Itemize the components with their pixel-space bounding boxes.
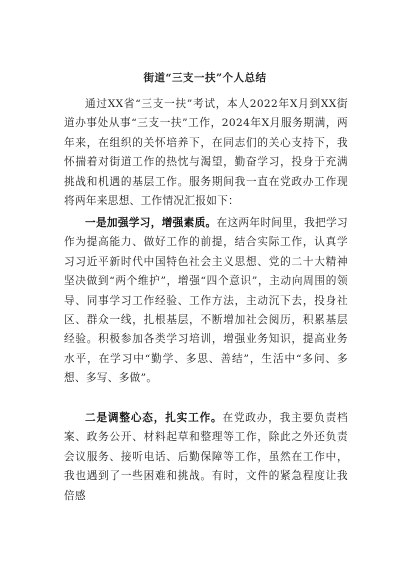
paragraph-study [64, 214, 348, 389]
paragraph-text: 在党政办，我主要负责档案、政务公开、材料起草和整理等工作，除此之外还负责会议服务、接听电话、后勤保障等工作，虽然在工作中，我也遇到了一些困难和挑战。有时，文件的紧急程度让我倍感 [64, 412, 348, 502]
paragraph-lead-heading: 一是加强学习，增强素质。 [85, 217, 217, 229]
paragraph-lead-heading: 二是调整心态，扎实工作。 [85, 412, 223, 424]
paragraph-text: 在这两年时间里，我把学习作为提高能力、做好工作的前提，结合实际工作，认真学习习近平新时代中国特色社会主义思想、党的二十大精神坚决做到“两个维护”，增强“四个意识”，主动向周围的领导、同事学习工作经验、工作方法，主动沉下去，投身社区、群众一线，扎根基层，不断增加社会阅历，积累基层经验。积极参加各类学习培训，增强业务知识，提高业务水平，在学习中“勤学、多思、善结”，生活中“多问、多想、多写、多做”。 [64, 217, 349, 385]
document-title: 街道“三支一扶”个人总结 [143, 72, 267, 84]
paragraph-intro [64, 95, 348, 211]
paragraph-work [64, 409, 348, 506]
paragraph-text: 通过XX省“三支一扶”考试，本人2022年X月到XX街道办事处从事“三支一扶”工作，2024年X月服务期满，两年来，在组织的关怀培养下，在同志们的关心支持下，我怀揣着对街道工作的热忱与渴望，勤奋学习，投身于充满挑战和机遇的基层工作。服务期间我一直在党政办工作现将两年来思想、工作情况汇报如下： [64, 98, 348, 208]
